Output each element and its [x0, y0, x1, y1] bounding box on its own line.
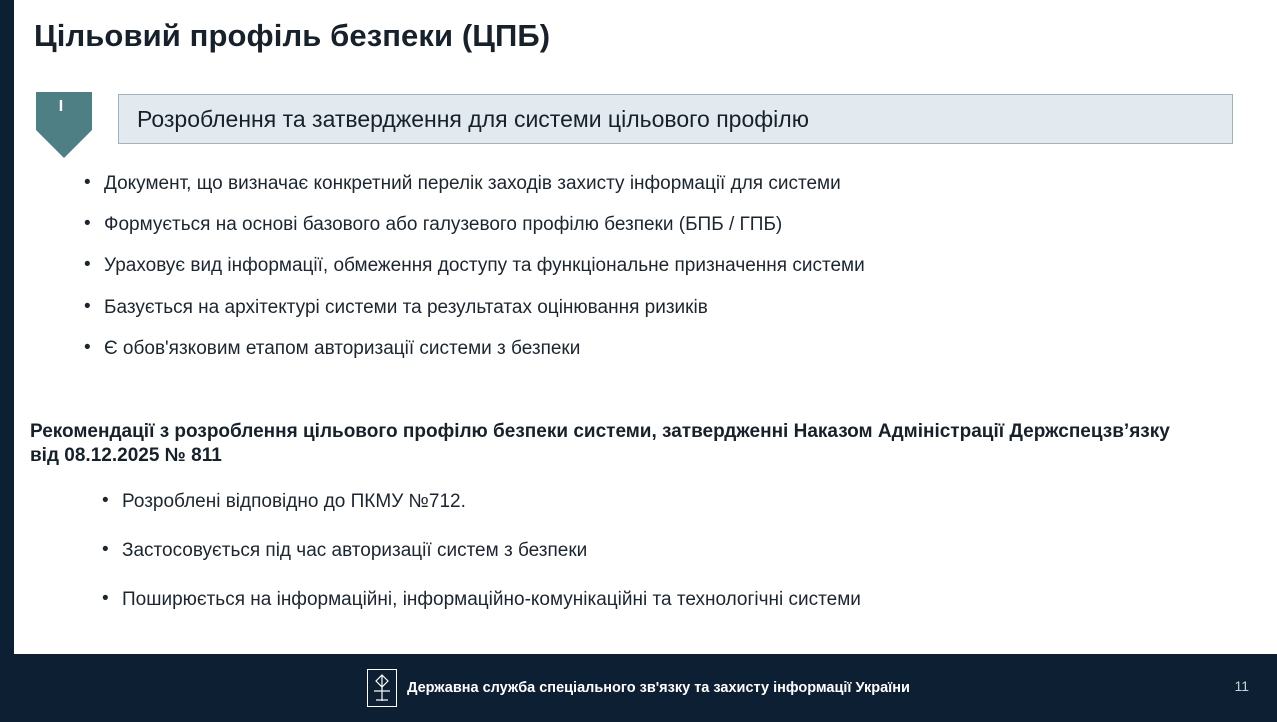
primary-bullet-list [72, 172, 1212, 378]
footer-organization: Державна служба спеціального зв'язку та захисту інформації України [407, 680, 910, 696]
list-item: • Базується на архітектурі системи та результатах оцінювання ризиків [72, 296, 1212, 319]
recommendations-note: Рекомендації з розроблення цільового профілю безпеки системи, затвердженні Наказом Адміністрації Держспецзв’язку від 08.12.2025 № 811 [30, 421, 1170, 467]
left-accent-bar [0, 0, 14, 722]
list-item: • Формується на основі базового або галузевого профілю безпеки (БПБ / ГПБ) [72, 213, 1212, 236]
list-item: • Є обов'язковим етапом авторизації системи з безпеки [72, 337, 1212, 360]
section-banner-text: Розроблення та затвердження для системи цільового профілю [137, 105, 809, 132]
step-arrow-icon [28, 90, 100, 162]
step-arrow-label: I [58, 98, 64, 115]
secondary-bullet-list [90, 490, 1210, 638]
list-item: • Розроблені відповідно до ПКМУ №712. [90, 490, 1210, 513]
list-item: • Документ, що визначає конкретний перелік заходів захисту інформації для системи [72, 172, 1212, 195]
section-banner [118, 94, 1233, 144]
banner-row [28, 90, 1233, 162]
footer-content [0, 654, 1277, 722]
list-item: • Застосовується під час авторизації систем з безпеки [90, 539, 1210, 562]
page-title: Цільовий профіль безпеки (ЦПБ) [34, 18, 551, 53]
slide-footer [0, 654, 1277, 722]
list-item: • Поширюється на інформаційні, інформаційно-комунікаційні та технологічні системи [90, 588, 1210, 611]
dsszzi-emblem-icon [367, 669, 397, 707]
page-number: 11 [1234, 678, 1249, 694]
list-item: • Ураховує вид інформації, обмеження доступу та функціональне призначення системи [72, 254, 1212, 277]
